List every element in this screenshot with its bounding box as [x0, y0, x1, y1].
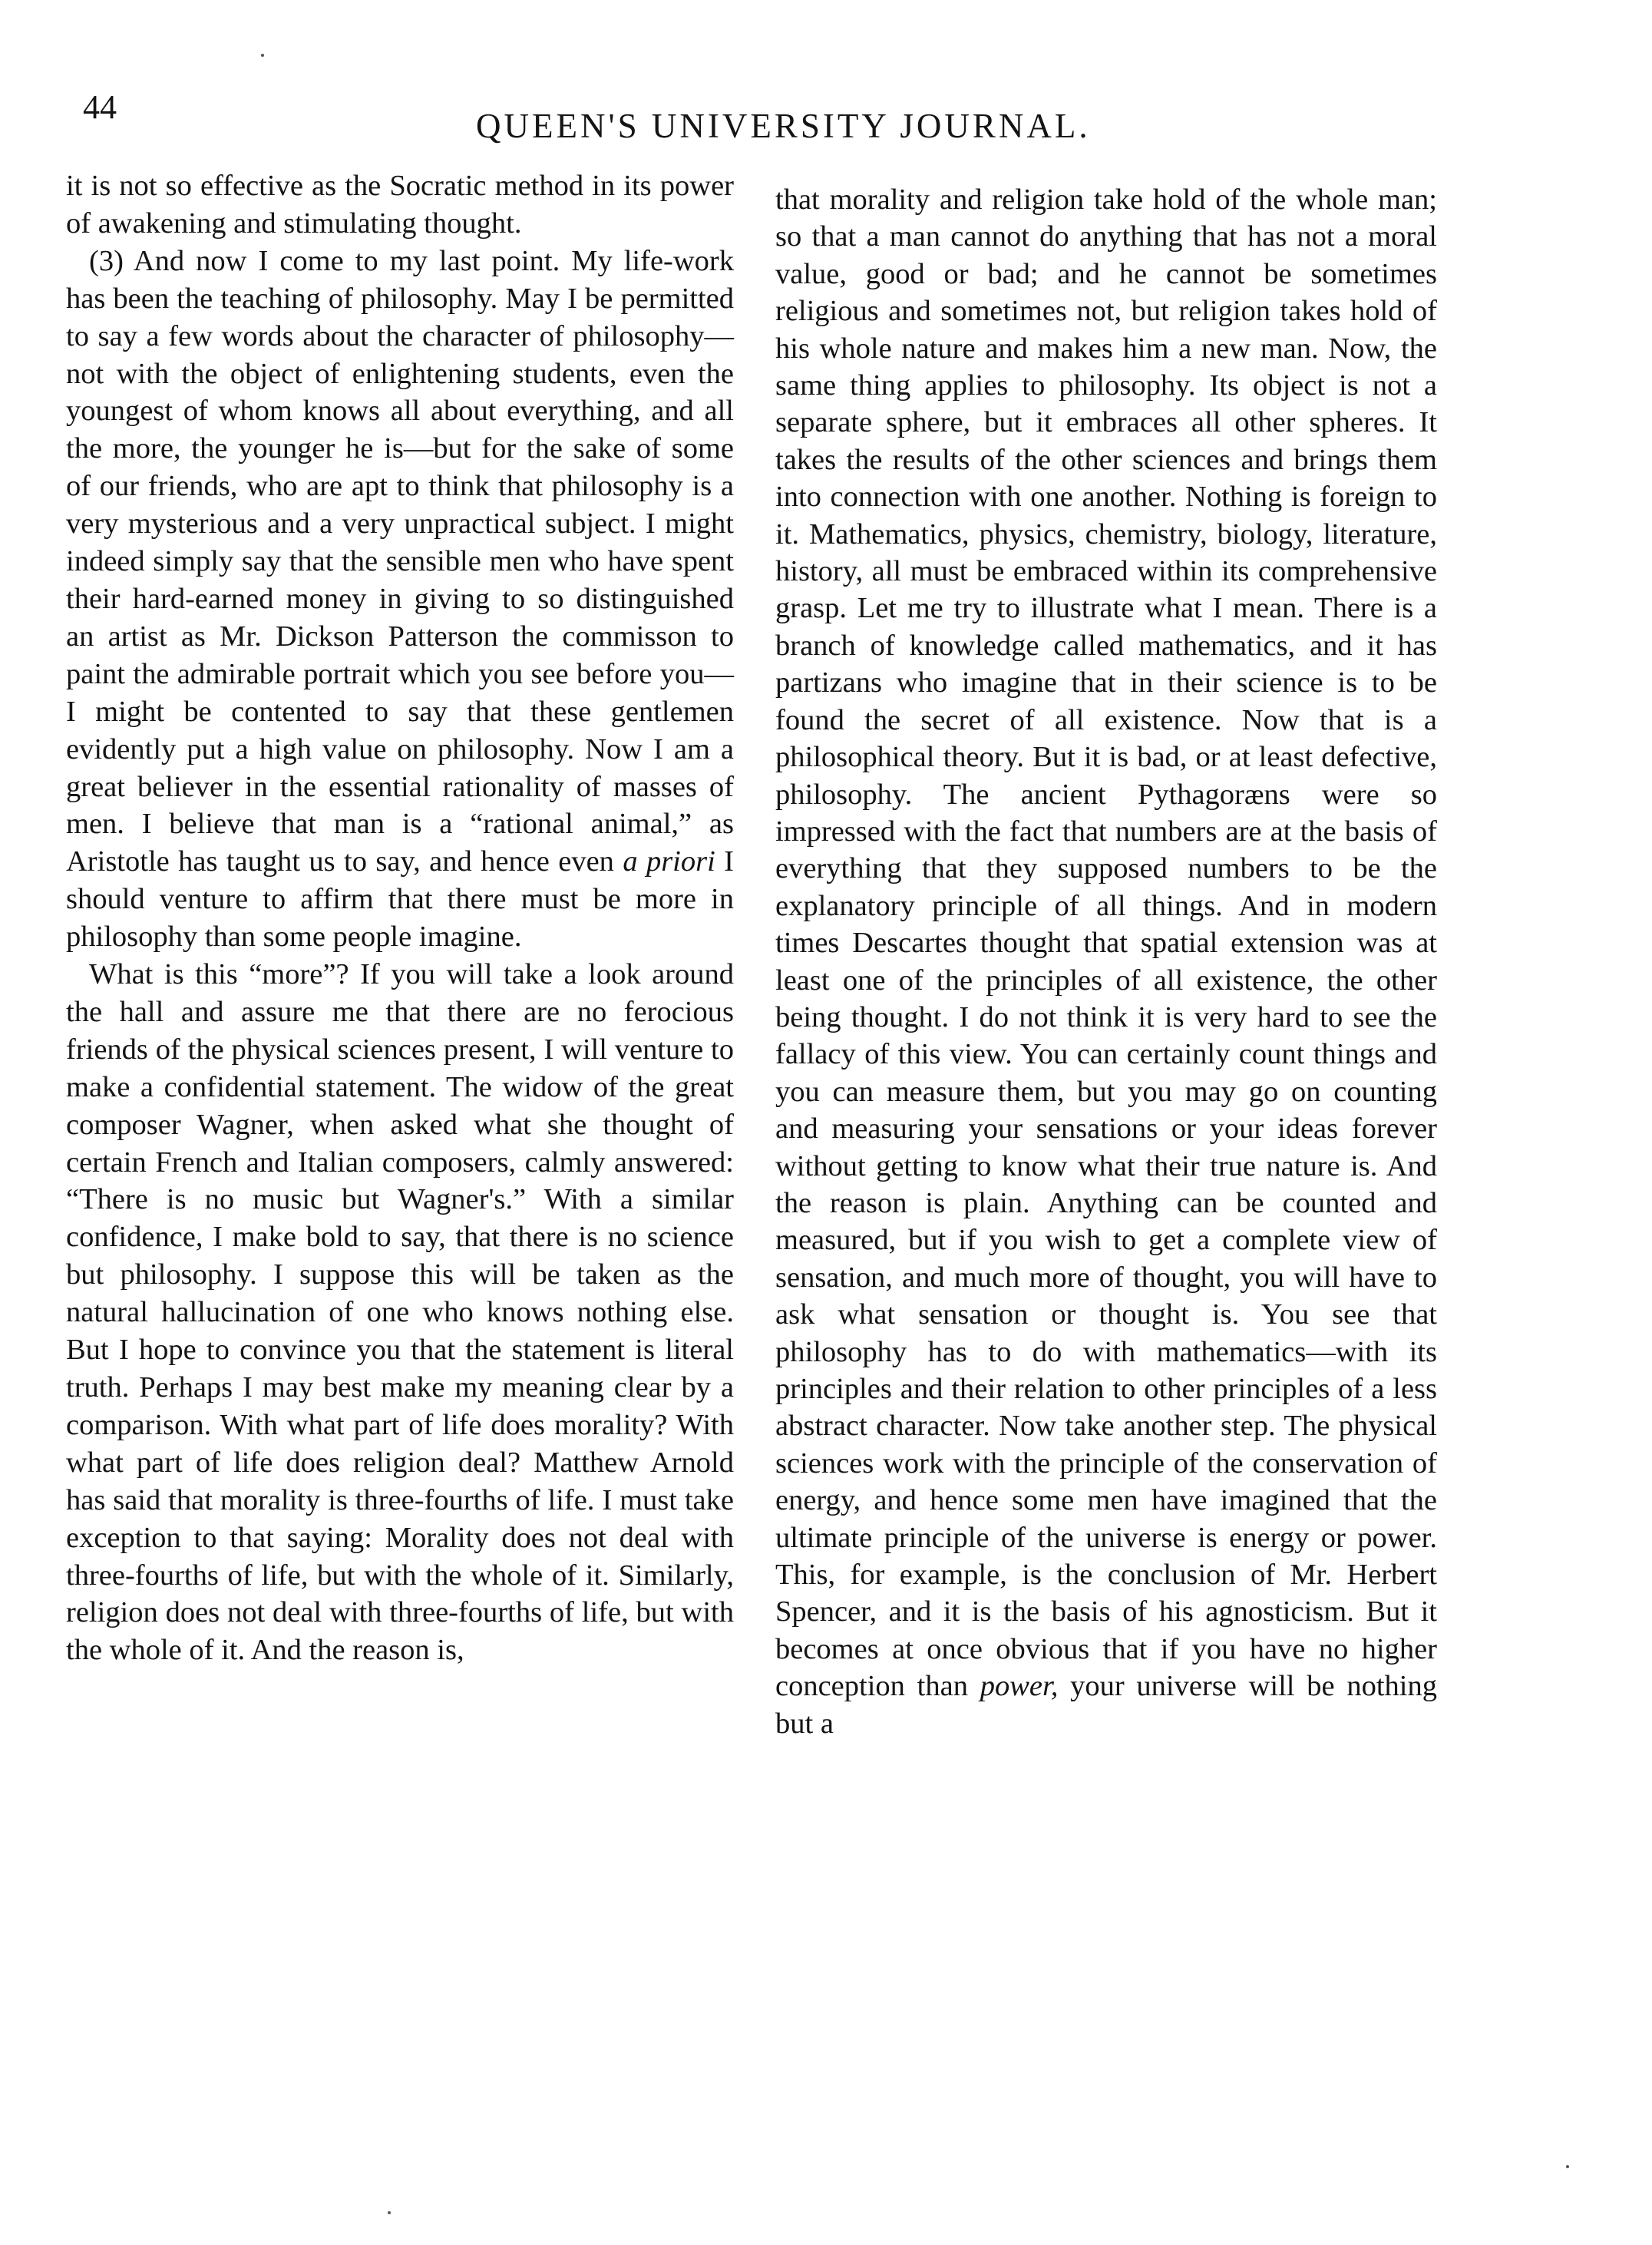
- page-number: 44: [83, 88, 117, 126]
- paragraph-text: your universe will be nothing but a: [775, 1670, 1438, 1740]
- paragraph-text: (3) And now I come to my last point. My life-work has been the teaching of philosophy. May I be permitted to say a few words about the character of philosophy—not with the object of enlightening students, even the youngest of whom knows all about everything, and all the more, the younger he is—but for the sake of some of our friends, who are apt to think that philosophy is a very mysterious and a very unpractical subject. I might indeed simply say that the sensible men who have spent their hard-earned money in giving to so distinguished an artist as Mr. Dickson Patterson the commisson to paint the admirable portrait which you see before you—I might be contented to say that these gentlemen evidently put a high value on philosophy. Now I am a great believer in the essential rationality of masses of men. I believe that man is a “rational animal,” as Aristotle has taught us to say, and hence even: [66, 244, 734, 878]
- print-speck: [1566, 2165, 1569, 2168]
- paragraph: it is not so effective as the Socratic method in its power of awakening and stimulating thought.: [66, 170, 734, 240]
- running-head: QUEEN'S UNIVERSITY JOURNAL.: [476, 107, 1091, 145]
- paragraph: [66, 243, 734, 956]
- print-speck: [261, 54, 264, 57]
- print-speck: [388, 2211, 391, 2214]
- right-column: [775, 181, 1437, 1742]
- paragraph: What is this “more”? If you will take a look around the hall and assure me that there are no ferocious friends of the physical sciences present, I will venture to make a confidential statement. The widow of the great composer Wagner, when asked what she thought of certain French and Italian composers, calmly answered: “There is no music but Wagner's.” With a similar confidence, I make bold to say, that there is no science but philosophy. I suppose this will be taken as the natural hallucination of one who knows nothing else. But I hope to convince you that the statement is literal truth. Perhaps I may best make my meaning clear by a comparison. With what part of life does morality? With what part of life does religion deal? Matthew Arnold has said that morality is three-fourths of life. I must take exception to that saying: Morality does not deal with three-fourths of life, but with the whole of it. Similarly, religion does not deal with three-fourths of life, but with the whole of it. And the reason is,: [66, 958, 734, 1667]
- paragraph-text: I should venture to affirm that there must be more in philosophy than some people imagine.: [66, 845, 734, 954]
- left-column: [66, 167, 734, 1669]
- paragraph-text: that morality and religion take hold of the whole man; so that a man cannot do anything that has not a moral value, good or bad; and he cannot be sometimes religious and sometimes not, but religion takes hold of his whole nature and makes him a new man. Now, the same thing applies to philosophy. Its object is not a separate sphere, but it embraces all other spheres. It takes the results of the other sciences and brings them into connection with one another. Nothing is foreign to it. Mathematics, physics, chemistry, biology, literature, history, all must be embraced within its comprehensive grasp. Let me try to illustrate what I mean. There is a branch of knowledge called mathematics, and it has partizans who imagine that in their science is to be found the secret of all existence. Now that is a philosophical theory. But it is bad, or at least defective, philosophy. The ancient Pythagoræns were so impressed with the fact that numbers are at the basis of everything that they supposed numbers to be the explanatory principle of all things. And in modern times Descartes thought that spatial extension was at least one of the principles of all existence, the other being thought. I do not think it is very hard to see the fallacy of this view. You can certainly count things and you can measure them, but you may go on counting and measuring your sensations or your ideas forever without getting to know what their true nature is. And the reason is plain. Anything can be counted and measured, but if you wish to get a complete view of sensation, and much more of thought, you will have to ask what sensation or thought is. You see that philosophy has to do with mathematics—with its principles and their relation to other principles of a less abstract character. Now take another step. The physical sciences work with the principle of the conservation of energy, and hence some men have imagined that the ultimate principle of the universe is energy or power. This, for example, is the conclusion of Mr. Herbert Spencer, and it is the basis of his agnosticism. But it becomes at once obvious that if you have no higher conception than: [775, 184, 1437, 1703]
- italic-word: power,: [980, 1670, 1059, 1703]
- italic-phrase: a priori: [623, 845, 715, 878]
- paragraph: [775, 181, 1437, 1742]
